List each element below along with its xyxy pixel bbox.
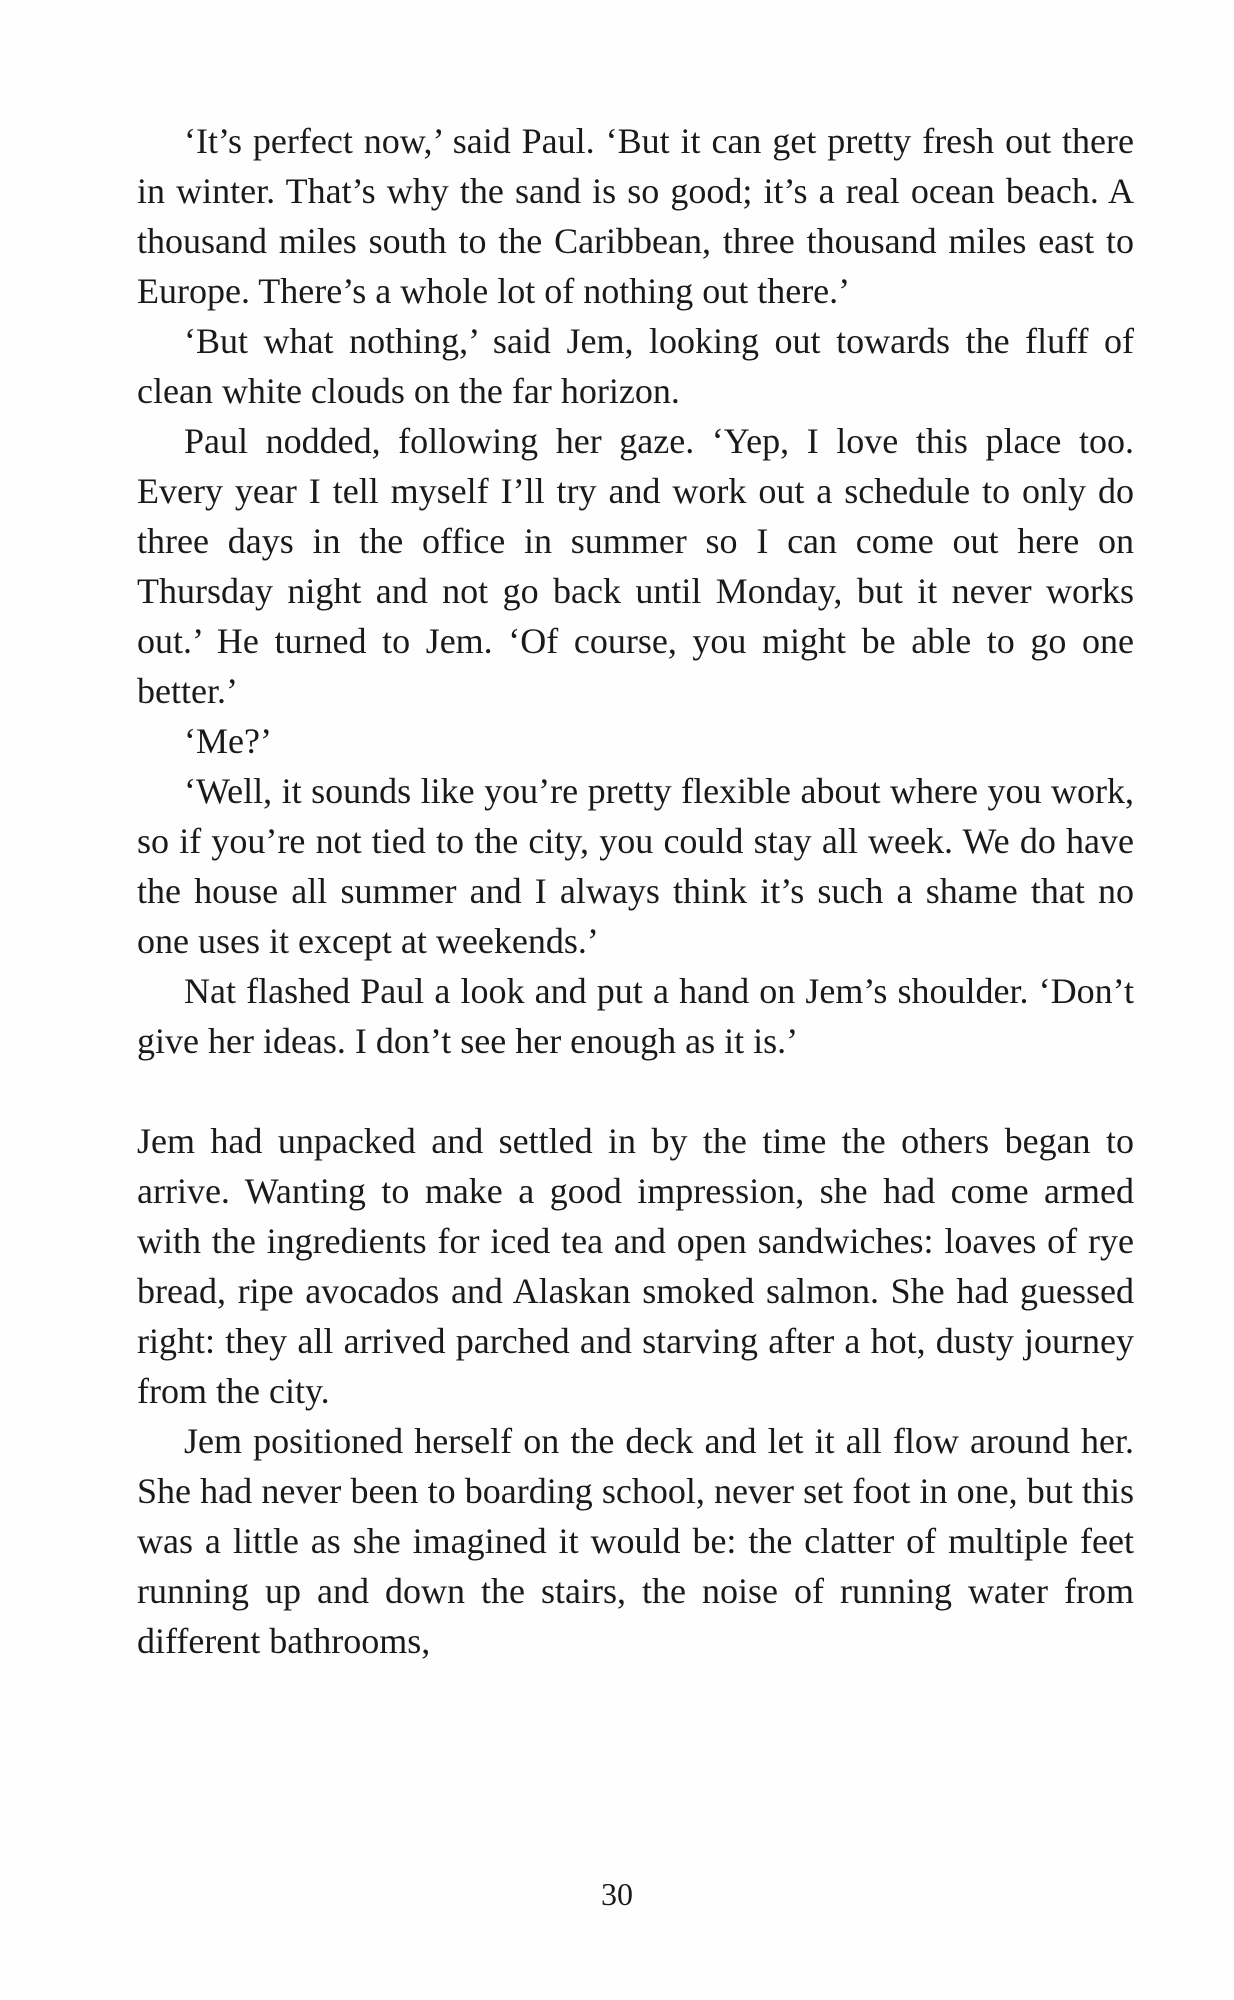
scene-break (137, 1066, 1134, 1116)
paragraph: ‘It’s perfect now,’ said Paul. ‘But it can get pretty fresh out there in winter. That’s why the sand is so good; it’s a real ocean beach. A thousand miles south to the Caribbean, three thousand miles east to Europe. There’s a whole lot of nothing out there.’ (137, 121, 1134, 311)
paragraph: Jem positioned herself on the deck and let it all flow around her. She had never been to boarding school, never set foot in one, but this was a little as she imagined it would be: the clatter of multiple feet running up and down the stairs, the noise of running water from different bathrooms, (137, 1421, 1134, 1661)
page-number: 30 (601, 1876, 633, 1912)
body-text (137, 116, 1134, 1666)
paragraph: Paul nodded, following her gaze. ‘Yep, I love this place too. Every year I tell myself I’ll try and work out a schedule to only do three days in the office in summer so I can come out here on Thursday night and not go back until Monday, but it never works out.’ He turned to Jem. ‘Of course, you might be able to go one better.’ (137, 421, 1134, 711)
paragraph: Jem had unpacked and settled in by the time the others began to arrive. Wanting to make a good impression, she had come armed with the ingredients for iced tea and open sandwiches: loaves of rye bread, ripe avocados and Alaskan smoked salmon. She had guessed right: they all arrived parched and starving after a hot, dusty journey from the city. (137, 1121, 1134, 1411)
paragraph: ‘Me?’ (184, 721, 272, 761)
paragraph: Nat flashed Paul a look and put a hand on Jem’s shoulder. ‘Don’t give her ideas. I don’t see her enough as it is.’ (137, 971, 1134, 1061)
paragraph: ‘But what nothing,’ said Jem, looking out towards the fluff of clean white clouds on the far horizon. (137, 321, 1134, 411)
paragraph: ‘Well, it sounds like you’re pretty flexible about where you work, so if you’re not tied to the city, you could stay all week. We do have the house all summer and I always think it’s such a shame that no one uses it except at weekends.’ (137, 771, 1134, 961)
